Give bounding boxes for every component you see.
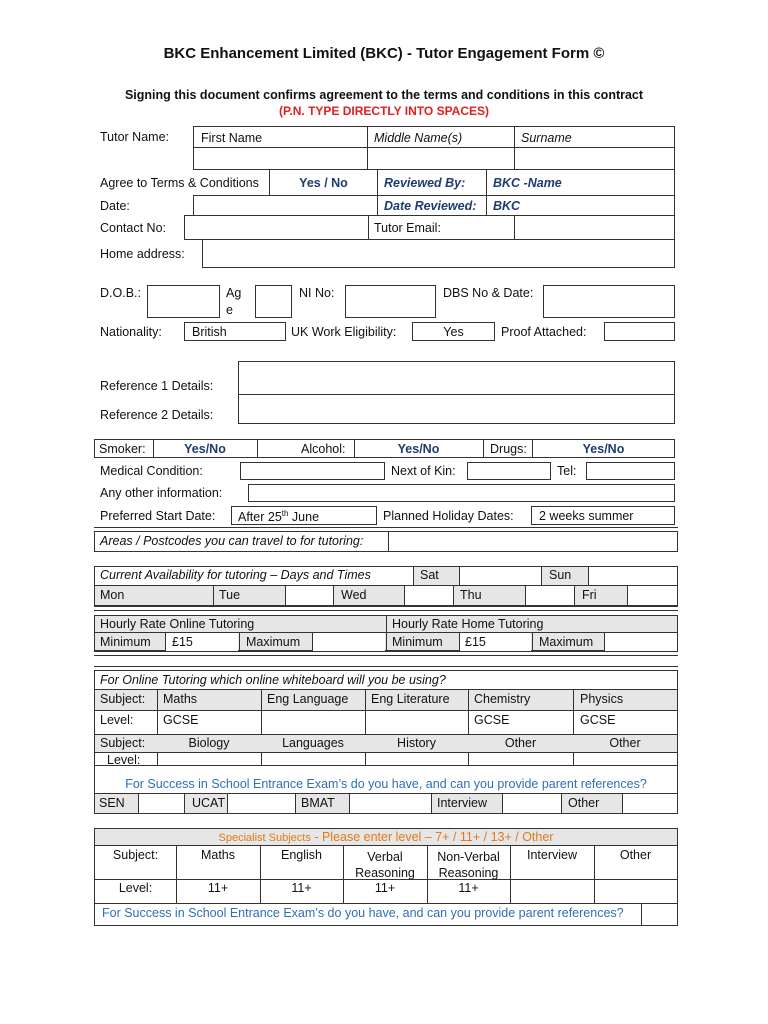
- wed-input[interactable]: [405, 586, 454, 605]
- tue-input[interactable]: [286, 586, 334, 605]
- exam-interview-input[interactable]: [503, 794, 562, 813]
- fri-input[interactable]: [628, 586, 677, 605]
- sun-input[interactable]: [588, 567, 677, 585]
- home-min-value: £15: [465, 635, 486, 649]
- online-max-input[interactable]: [313, 633, 385, 651]
- exam-other-input[interactable]: [623, 794, 677, 813]
- online-max-label: Maximum: [246, 635, 301, 649]
- middle-name-header: [367, 126, 515, 148]
- divider: [94, 606, 678, 607]
- online-min-value: £15: [172, 635, 193, 649]
- home-min-label: Minimum: [392, 635, 443, 649]
- specialist-verbal-reasoning: Verbal Reasoning: [355, 850, 415, 881]
- wed-cell: [334, 586, 405, 605]
- availability-label: Current Availability for tutoring – Days and Times: [100, 568, 371, 582]
- tue-label: Tue: [219, 588, 241, 602]
- age-label-2: e: [226, 303, 233, 317]
- age-input[interactable]: [255, 285, 292, 318]
- alcohol-value[interactable]: Yes/No: [397, 442, 440, 456]
- specialist-other: Other: [619, 848, 652, 862]
- nationality-value: British: [192, 325, 227, 339]
- subject-eng-literature: Eng Literature: [371, 692, 450, 706]
- whiteboard-question: For Online Tutoring which online whiteboard will you be using?: [100, 673, 446, 687]
- specialist-level-english[interactable]: 11+: [291, 881, 312, 895]
- dbs-input[interactable]: [543, 285, 675, 318]
- divider: [94, 666, 678, 667]
- specialist-interview: Interview: [526, 848, 578, 862]
- dob-label: D.O.B.:: [100, 286, 141, 300]
- areas-input[interactable]: [389, 532, 677, 551]
- fri-cell: [575, 586, 628, 605]
- divider: [94, 655, 678, 656]
- drugs-label: Drugs:: [490, 442, 527, 456]
- medical-input[interactable]: [240, 462, 385, 480]
- ni-label: NI No:: [299, 286, 335, 300]
- exam-ucat-input[interactable]: [228, 794, 296, 813]
- exam-ucat-cell: [185, 794, 228, 813]
- surname-caption: Surname: [521, 131, 572, 145]
- divider: [386, 615, 387, 651]
- divider: [94, 527, 678, 528]
- home-max-label: Maximum: [539, 635, 594, 649]
- divider: [257, 439, 258, 458]
- surname-input[interactable]: [514, 147, 675, 170]
- specialist-level-interview[interactable]: [511, 880, 593, 902]
- home-address-label: Home address:: [100, 247, 185, 261]
- ni-input[interactable]: [345, 285, 436, 318]
- subject-other-2: Other: [609, 736, 641, 750]
- exam-other-cell: [562, 794, 623, 813]
- subject-eng-language: Eng Language: [267, 692, 349, 706]
- holiday-input[interactable]: [531, 506, 675, 525]
- ref1-label: Reference 1 Details:: [100, 379, 214, 393]
- start-date-input[interactable]: [231, 506, 377, 525]
- uk-work-label: UK Work Eligibility:: [291, 325, 397, 339]
- uk-work-value: Yes: [443, 325, 464, 339]
- terms-value: Yes / No: [299, 176, 348, 190]
- level-label-2: Level:: [107, 753, 141, 767]
- specialist-subject-label: Subject:: [112, 848, 159, 862]
- reviewed-by-cell: [377, 169, 487, 196]
- divider: [483, 439, 484, 458]
- form-title: BKC Enhancement Limited (BKC) - Tutor Engagement Form ©: [163, 45, 605, 62]
- whiteboard-input[interactable]: [466, 671, 677, 688]
- reviewed-by-value: BKC -Name: [493, 176, 562, 190]
- terms-yes-no-field[interactable]: [269, 169, 378, 196]
- entrance-question: For Success in School Entrance Exam’s do you have, and can you provide parent references?: [125, 777, 647, 791]
- subject-chemistry: Chemistry: [474, 692, 531, 706]
- middle-name-input[interactable]: [367, 147, 515, 170]
- exam-other-label: Other: [568, 796, 600, 810]
- holiday-label: Planned Holiday Dates:: [383, 509, 514, 523]
- home-rate-label: Hourly Rate Home Tutoring: [392, 617, 544, 631]
- online-min-input[interactable]: [166, 633, 238, 651]
- exam-bmat-label: BMAT: [301, 796, 335, 810]
- specialist-level-non-verbal[interactable]: 11+: [458, 881, 479, 895]
- specialist-level-other[interactable]: [595, 880, 677, 902]
- tutor-name-label: Tutor Name:: [100, 130, 170, 144]
- ref2-label: Reference 2 Details:: [100, 408, 214, 422]
- proof-input[interactable]: [604, 322, 675, 341]
- surname-header: [514, 126, 675, 148]
- kin-input[interactable]: [467, 462, 551, 480]
- medical-label: Medical Condition:: [100, 464, 203, 478]
- ref2-input[interactable]: [238, 394, 675, 424]
- divider: [94, 610, 678, 611]
- thu-label: Thu: [460, 588, 482, 602]
- tel-input[interactable]: [586, 462, 675, 480]
- ref1-input[interactable]: [238, 361, 675, 395]
- mon-cell: [95, 586, 214, 605]
- uk-work-input[interactable]: [412, 322, 495, 341]
- online-rate-label: Hourly Rate Online Tutoring: [100, 617, 255, 631]
- first-name-header: [193, 126, 368, 148]
- subject-biology: Biology: [188, 736, 230, 750]
- kin-label: Next of Kin:: [391, 464, 456, 478]
- first-name-caption: First Name: [201, 131, 263, 145]
- start-date-label: Preferred Start Date:: [100, 509, 216, 523]
- subject-physics: Physics: [580, 692, 624, 706]
- exam-interview-cell: [432, 794, 503, 813]
- exam-interview-label: Interview: [437, 796, 488, 810]
- areas-label: Areas / Postcodes you can travel to for tutoring:: [100, 534, 364, 548]
- alcohol-label: Alcohol:: [301, 442, 346, 456]
- start-date-value: After 25th June: [238, 509, 320, 525]
- specialist-english: English: [281, 848, 322, 862]
- nationality-label: Nationality:: [100, 325, 162, 339]
- specialist-level-verbal[interactable]: 11+: [374, 881, 396, 895]
- home-address-input[interactable]: [202, 239, 675, 268]
- contact-label: Contact No:: [100, 221, 167, 235]
- drugs-value[interactable]: Yes/No: [582, 442, 625, 456]
- subject-label: Subject:: [100, 692, 146, 706]
- date-reviewed-label: Date Reviewed:: [384, 199, 477, 213]
- level-maths[interactable]: GCSE: [163, 713, 199, 727]
- thu-input[interactable]: [526, 586, 575, 605]
- divider: [95, 765, 677, 766]
- sat-cell: [413, 567, 460, 585]
- tutor-email-input[interactable]: [514, 215, 675, 240]
- exam-sen-input[interactable]: [139, 794, 185, 813]
- specialist-maths: Maths: [200, 848, 236, 862]
- date-input[interactable]: [193, 195, 378, 216]
- fri-label: Fri: [582, 588, 597, 602]
- sat-label: Sat: [420, 568, 439, 582]
- specialist-entrance-question: For Success in School Entrance Exam’s do you have, and can you provide parent references?: [102, 906, 624, 920]
- subject-maths: Maths: [163, 692, 198, 706]
- dbs-label: DBS No & Date:: [443, 286, 534, 300]
- divider: [95, 903, 677, 904]
- holiday-value: 2 weeks summer: [539, 509, 634, 523]
- date-reviewed-cell: [377, 195, 487, 216]
- other-info-label: Any other information:: [100, 486, 223, 500]
- age-label-1: Ag: [226, 286, 242, 300]
- divider: [239, 633, 240, 651]
- divider: [532, 633, 533, 651]
- thu-cell: [454, 586, 526, 605]
- terms-label: Agree to Terms & Conditions: [100, 176, 259, 190]
- form-subtitle: Signing this document confirms agreement to the terms and conditions in this contract: [124, 88, 644, 102]
- wed-label: Wed: [341, 588, 367, 602]
- specialist-heading: Specialist Subjects - Please enter level – 7+ / 11+ / 13+ / Other: [218, 830, 554, 844]
- first-name-input[interactable]: [193, 147, 368, 170]
- home-max-input[interactable]: [605, 633, 677, 651]
- date-reviewed-field[interactable]: [486, 195, 675, 216]
- exam-ucat-label: UCAT: [192, 796, 226, 810]
- sat-input[interactable]: [459, 567, 541, 585]
- divider: [94, 651, 678, 652]
- contact-no-input[interactable]: [184, 215, 369, 240]
- level-chemistry[interactable]: GCSE: [474, 713, 510, 727]
- middle-name-caption: Middle Name(s): [374, 131, 463, 145]
- specialist-non-verbal-reasoning: Non-Verbal Reasoning: [437, 850, 500, 881]
- exam-sen-cell: [95, 794, 139, 813]
- home-min-input[interactable]: [460, 633, 531, 651]
- date-reviewed-value: BKC: [493, 199, 521, 213]
- smoker-label: Smoker:: [99, 442, 146, 456]
- exam-sen-label: SEN: [99, 796, 125, 810]
- smoker-value[interactable]: Yes/No: [184, 442, 226, 456]
- tutor-email-label: Tutor Email:: [374, 221, 441, 235]
- date-label: Date:: [100, 199, 130, 213]
- mon-label: Mon: [100, 588, 125, 602]
- subject-other-1: Other: [504, 736, 537, 750]
- specialist-entrance-input[interactable]: [642, 904, 677, 925]
- tue-cell: [214, 586, 286, 605]
- level-physics[interactable]: GCSE: [580, 713, 616, 727]
- subject-history: History: [397, 736, 436, 750]
- reviewed-by-label: Reviewed By:: [384, 176, 466, 190]
- online-min-label: Minimum: [100, 635, 151, 649]
- tutor-email-cell: [368, 215, 515, 240]
- subject-languages: Languages: [282, 736, 344, 750]
- reviewed-by-field[interactable]: [486, 169, 675, 196]
- proof-label: Proof Attached:: [501, 325, 587, 339]
- subject-label-2: Subject:: [100, 736, 146, 750]
- specialist-level-maths[interactable]: 11+: [207, 881, 229, 895]
- sun-cell: [541, 567, 589, 585]
- nationality-input[interactable]: [184, 322, 286, 341]
- sun-label: Sun: [549, 568, 572, 582]
- specialist-level-label: Level:: [118, 881, 153, 895]
- exam-bmat-cell: [296, 794, 350, 813]
- level-label: Level:: [100, 713, 134, 727]
- dob-input[interactable]: [147, 285, 220, 318]
- type-instruction: (P.N. TYPE DIRECTLY INTO SPACES): [278, 104, 490, 118]
- tel-label: Tel:: [557, 464, 577, 478]
- other-info-input[interactable]: [248, 484, 675, 502]
- exam-bmat-input[interactable]: [350, 794, 432, 813]
